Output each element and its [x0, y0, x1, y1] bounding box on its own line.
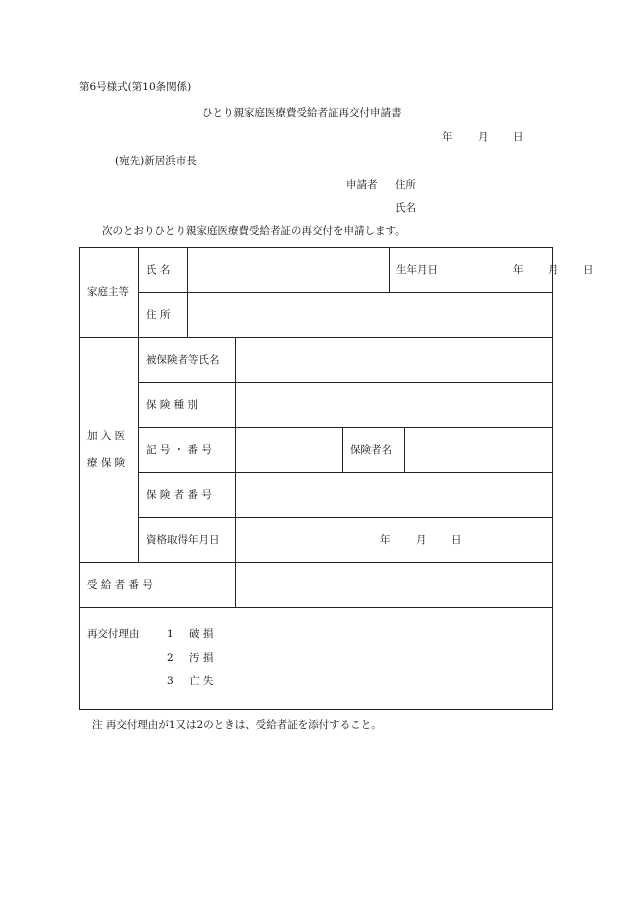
reason-number: 1	[167, 628, 174, 640]
form-number: 第6号様式(第10条関係)	[79, 81, 192, 93]
date-month: 月	[478, 131, 489, 143]
reason-number: 2	[167, 652, 174, 664]
insurer-number-label: 保 険 者 番 号	[139, 473, 236, 518]
applicant-address-label: 住所	[395, 179, 416, 191]
insured-name-label: 被保険者等氏名	[139, 338, 236, 383]
insurance-label	[80, 338, 139, 563]
household-address-field[interactable]	[188, 293, 553, 338]
acquired-day: 日	[451, 534, 462, 546]
birth-date-label: 生年月日	[396, 264, 439, 276]
household-address-label: 住 所	[139, 293, 188, 338]
reasons-label: 再交付理由	[87, 628, 140, 640]
household-label: 家庭主等	[80, 248, 139, 338]
reissue-reasons	[80, 608, 553, 710]
date-day: 日	[513, 131, 524, 143]
insurance-label-line2: 療 保 険	[87, 457, 126, 469]
birth-day: 日	[583, 264, 594, 276]
recipient-number-field[interactable]	[236, 563, 553, 608]
insurer-name-field[interactable]	[405, 428, 553, 473]
birth-year: 年	[513, 264, 524, 276]
acquired-date-label: 資格取得年月日	[139, 518, 236, 563]
household-name-label: 氏 名	[139, 248, 188, 293]
recipient-number-label: 受 給 者 番 号	[80, 563, 236, 608]
reason-number: 3	[167, 675, 174, 687]
form-title: ひとり親家庭医療費受給者証再交付申請書	[202, 107, 402, 119]
insurer-number-field[interactable]	[236, 473, 553, 518]
reason-text: 亡 失	[189, 675, 214, 687]
reason-item[interactable]	[167, 653, 213, 664]
application-form-table	[79, 247, 594, 710]
household-birth-cell[interactable]	[390, 248, 594, 293]
acquired-date-field[interactable]	[236, 518, 553, 563]
reason-item[interactable]	[167, 629, 213, 640]
acquired-year: 年	[380, 534, 391, 546]
birth-month: 月	[548, 264, 559, 276]
insurance-type-label: 保 険 種 別	[139, 383, 236, 428]
insurance-label-line1: 加 入 医	[87, 429, 126, 442]
acquired-month: 月	[416, 534, 427, 546]
insured-name-field[interactable]	[236, 338, 553, 383]
applicant-name-label: 氏名	[395, 202, 416, 214]
footnote: 注 再交付理由が1又は2のときは、受給者証を添付すること。	[92, 719, 382, 731]
applicant-label: 申請者	[346, 179, 378, 191]
insurance-type-field[interactable]	[236, 383, 553, 428]
intro-text: 次のとおりひとり親家庭医療費受給者証の再交付を申請します。	[102, 225, 406, 237]
insurer-name-label: 保険者名	[343, 428, 405, 473]
reason-text: 破 損	[189, 628, 214, 640]
symbol-number-field[interactable]	[236, 428, 343, 473]
symbol-number-label: 記 号 ・ 番 号	[139, 428, 236, 473]
reason-item[interactable]	[167, 676, 213, 687]
addressee: (宛先)新居浜市長	[115, 155, 197, 167]
date-year: 年	[442, 131, 453, 143]
household-name-field[interactable]	[188, 248, 390, 293]
reason-text: 汚 損	[189, 652, 214, 664]
